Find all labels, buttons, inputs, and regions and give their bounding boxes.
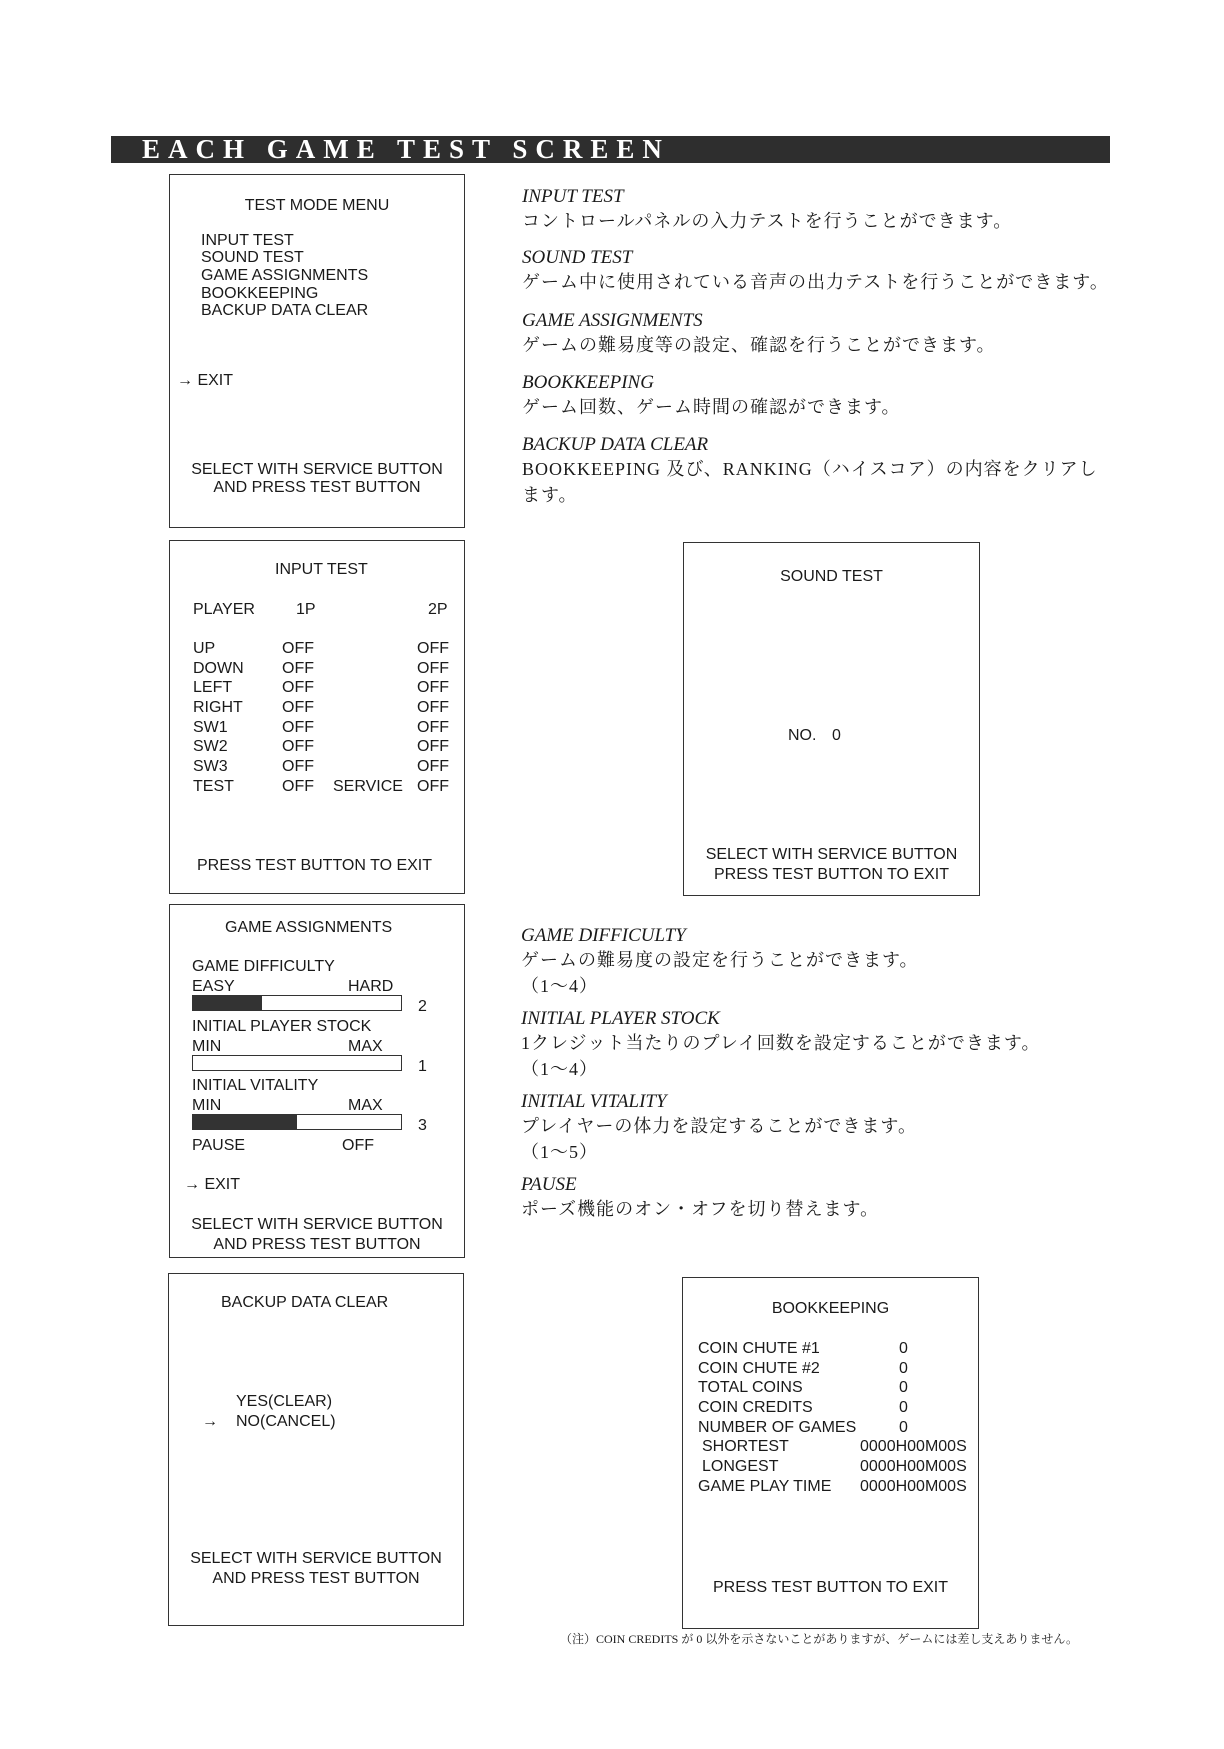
screen-title: TEST MODE MENU bbox=[244, 197, 390, 214]
input-2p-right: OFF bbox=[417, 699, 449, 716]
player-stock-min-label: MIN bbox=[192, 1038, 222, 1055]
menu-item-sound-test[interactable]: SOUND TEST bbox=[201, 249, 304, 266]
footer-line-2: AND PRESS TEST BUTTON bbox=[212, 1570, 420, 1587]
desc-input-test bbox=[522, 186, 1012, 234]
player-stock-value: 1 bbox=[418, 1058, 427, 1075]
game-play-time-value: 0000H00M00S bbox=[860, 1478, 967, 1495]
screen-title: GAME ASSIGNMENTS bbox=[225, 919, 393, 936]
input-1p-down: OFF bbox=[282, 660, 314, 677]
menu-item-game-assignments[interactable]: GAME ASSIGNMENTS bbox=[201, 267, 369, 284]
coin-credits-label: COIN CREDITS bbox=[698, 1399, 813, 1416]
desc-heading: BOOKKEEPING bbox=[522, 372, 654, 393]
footer-exit-hint: PRESS TEST BUTTON TO EXIT bbox=[197, 857, 433, 874]
input-label-down: DOWN bbox=[193, 660, 244, 677]
desc-initial-vitality bbox=[521, 1091, 917, 1165]
desc-bookkeeping bbox=[522, 372, 901, 420]
desc-body: 1クレジット当たりのプレイ回数を設定することができます。 bbox=[521, 1033, 1041, 1053]
desc-heading: INITIAL VITALITY bbox=[521, 1091, 667, 1112]
player-stock-bar[interactable] bbox=[192, 1055, 402, 1071]
coin-chute-1-label: COIN CHUTE #1 bbox=[698, 1340, 820, 1357]
input-label-sw1: SW1 bbox=[193, 719, 228, 736]
difficulty-bar[interactable] bbox=[192, 995, 402, 1011]
input-label-left: LEFT bbox=[193, 679, 233, 696]
desc-heading: PAUSE bbox=[521, 1174, 577, 1195]
input-label-sw2: SW2 bbox=[193, 738, 228, 755]
option-yes-clear[interactable]: YES(CLEAR) bbox=[236, 1393, 333, 1410]
vitality-bar[interactable] bbox=[192, 1114, 402, 1130]
menu-item-exit[interactable]: → EXIT bbox=[184, 1176, 241, 1193]
menu-item-backup-data-clear[interactable]: BACKUP DATA CLEAR bbox=[201, 302, 369, 319]
input-test-screen bbox=[169, 540, 465, 894]
vitality-bar-fill bbox=[193, 1115, 297, 1129]
coin-chute-1-value: 0 bbox=[899, 1340, 908, 1357]
input-1p-sw3: OFF bbox=[282, 758, 314, 775]
desc-pause bbox=[521, 1174, 879, 1222]
input-2p-sw3: OFF bbox=[417, 758, 449, 775]
desc-body: ゲーム中に使用されている音声の出力テストを行うことができます。 bbox=[522, 272, 1109, 292]
footer-line-1: SELECT WITH SERVICE BUTTON bbox=[705, 846, 958, 863]
input-1p-left: OFF bbox=[282, 679, 314, 696]
longest-value: 0000H00M00S bbox=[860, 1458, 967, 1475]
page-title: EACH GAME TEST SCREEN bbox=[142, 134, 670, 164]
input-service: OFF bbox=[417, 778, 449, 795]
shortest-label: SHORTEST bbox=[702, 1438, 789, 1455]
total-coins-label: TOTAL COINS bbox=[698, 1379, 803, 1396]
input-1p-sw1: OFF bbox=[282, 719, 314, 736]
player-1p-header: 1P bbox=[296, 601, 316, 618]
vitality-label: INITIAL VITALITY bbox=[192, 1077, 319, 1094]
total-coins-value: 0 bbox=[899, 1379, 908, 1396]
player-label: PLAYER bbox=[193, 601, 255, 618]
difficulty-min-label: EASY bbox=[192, 978, 235, 995]
desc-range: （1～4） bbox=[521, 1059, 598, 1079]
desc-game-assignments bbox=[522, 310, 996, 358]
game-play-time-label: GAME PLAY TIME bbox=[698, 1478, 832, 1495]
desc-initial-player-stock bbox=[521, 1008, 1041, 1082]
input-2p-sw2: OFF bbox=[417, 738, 449, 755]
desc-body: プレイヤーの体力を設定することができます。 bbox=[521, 1116, 917, 1136]
longest-label: LONGEST bbox=[702, 1458, 779, 1475]
difficulty-bar-fill bbox=[193, 996, 262, 1010]
menu-item-exit[interactable]: → EXIT bbox=[177, 372, 234, 389]
pause-label: PAUSE bbox=[192, 1137, 246, 1154]
coin-chute-2-label: COIN CHUTE #2 bbox=[698, 1360, 820, 1377]
sound-test-screen bbox=[683, 542, 980, 896]
vitality-min-label: MIN bbox=[192, 1097, 222, 1114]
input-1p-up: OFF bbox=[282, 640, 314, 657]
desc-body: コントロールパネルの入力テストを行うことができます。 bbox=[522, 211, 1013, 231]
desc-body: ゲームの難易度等の設定、確認を行うことができます。 bbox=[522, 335, 996, 355]
difficulty-value: 2 bbox=[418, 998, 427, 1015]
desc-heading: INPUT TEST bbox=[522, 186, 624, 207]
footer-line-1: SELECT WITH SERVICE BUTTON bbox=[191, 1216, 443, 1233]
footer-line-2: PRESS TEST BUTTON TO EXIT bbox=[713, 866, 950, 883]
menu-item-input-test[interactable]: INPUT TEST bbox=[201, 232, 294, 249]
footnote: （注）COIN CREDITS が 0 以外を示さないことがありますが、ゲームには差し支えありません。 bbox=[560, 1632, 1079, 1646]
coin-credits-value: 0 bbox=[899, 1399, 908, 1416]
desc-heading: GAME ASSIGNMENTS bbox=[522, 310, 703, 331]
input-1p-right: OFF bbox=[282, 699, 314, 716]
screen-title: SOUND TEST bbox=[780, 568, 883, 585]
backup-data-clear-screen bbox=[168, 1273, 464, 1626]
desc-game-difficulty bbox=[521, 925, 919, 999]
desc-heading: SOUND TEST bbox=[522, 247, 633, 268]
cursor-arrow-icon: → bbox=[202, 1413, 218, 1430]
coin-chute-2-value: 0 bbox=[899, 1360, 908, 1377]
desc-backup-data-clear bbox=[522, 434, 1098, 508]
player-stock-label: INITIAL PLAYER STOCK bbox=[192, 1018, 372, 1035]
input-2p-down: OFF bbox=[417, 660, 449, 677]
input-label-up: UP bbox=[193, 640, 216, 657]
option-no-cancel[interactable]: NO(CANCEL) bbox=[236, 1413, 336, 1430]
input-2p-sw1: OFF bbox=[417, 719, 449, 736]
desc-body: ゲームの難易度の設定を行うことができます。 bbox=[521, 950, 919, 970]
desc-range: （1～4） bbox=[521, 976, 598, 996]
desc-heading: INITIAL PLAYER STOCK bbox=[521, 1008, 720, 1029]
test-mode-menu-screen bbox=[169, 174, 465, 528]
player-2p-header: 2P bbox=[428, 601, 448, 618]
footer-line-2: AND PRESS TEST BUTTON bbox=[213, 1236, 421, 1253]
footer-exit-hint: PRESS TEST BUTTON TO EXIT bbox=[712, 1579, 949, 1596]
desc-body: ポーズ機能のオン・オフを切り替えます。 bbox=[521, 1199, 880, 1219]
number-of-games-label: NUMBER OF GAMES bbox=[698, 1419, 857, 1436]
service-label: SERVICE bbox=[333, 778, 403, 795]
input-1p-test: OFF bbox=[282, 778, 314, 795]
sound-number-label: NO. bbox=[788, 727, 817, 744]
input-label-test: TEST bbox=[193, 778, 234, 795]
player-stock-max-label: MAX bbox=[348, 1038, 383, 1055]
desc-body: BOOKKEEPING 及び、RANKING（ハイスコア）の内容をクリアし bbox=[522, 459, 1098, 479]
screen-title: BACKUP DATA CLEAR bbox=[221, 1294, 389, 1311]
desc-body: ます。 bbox=[522, 485, 578, 505]
desc-heading: GAME DIFFICULTY bbox=[521, 925, 686, 946]
input-label-right: RIGHT bbox=[193, 699, 243, 716]
screen-title: INPUT TEST bbox=[275, 561, 368, 578]
difficulty-label: GAME DIFFICULTY bbox=[192, 958, 335, 975]
vitality-max-label: MAX bbox=[348, 1097, 383, 1114]
screen-title: BOOKKEEPING bbox=[771, 1300, 890, 1317]
sound-number-value[interactable]: 0 bbox=[832, 727, 841, 744]
input-2p-left: OFF bbox=[417, 679, 449, 696]
desc-sound-test bbox=[522, 247, 1109, 295]
pause-value[interactable]: OFF bbox=[342, 1137, 374, 1154]
footer-line-1: SELECT WITH SERVICE BUTTON bbox=[190, 1550, 442, 1567]
bookkeeping-screen bbox=[682, 1277, 979, 1629]
difficulty-max-label: HARD bbox=[348, 978, 394, 995]
footer-line-2: AND PRESS TEST BUTTON bbox=[213, 479, 421, 496]
input-1p-sw2: OFF bbox=[282, 738, 314, 755]
desc-body: ゲーム回数、ゲーム時間の確認ができます。 bbox=[522, 397, 901, 417]
vitality-value: 3 bbox=[418, 1117, 427, 1134]
footer-line-1: SELECT WITH SERVICE BUTTON bbox=[191, 461, 443, 478]
input-label-sw3: SW3 bbox=[193, 758, 228, 775]
desc-heading: BACKUP DATA CLEAR bbox=[522, 434, 709, 455]
game-assignments-screen bbox=[169, 904, 465, 1258]
number-of-games-value: 0 bbox=[899, 1419, 908, 1436]
input-2p-up: OFF bbox=[417, 640, 449, 657]
shortest-value: 0000H00M00S bbox=[860, 1438, 967, 1455]
desc-range: （1～5） bbox=[521, 1142, 598, 1162]
menu-item-bookkeeping[interactable]: BOOKKEEPING bbox=[201, 285, 319, 302]
